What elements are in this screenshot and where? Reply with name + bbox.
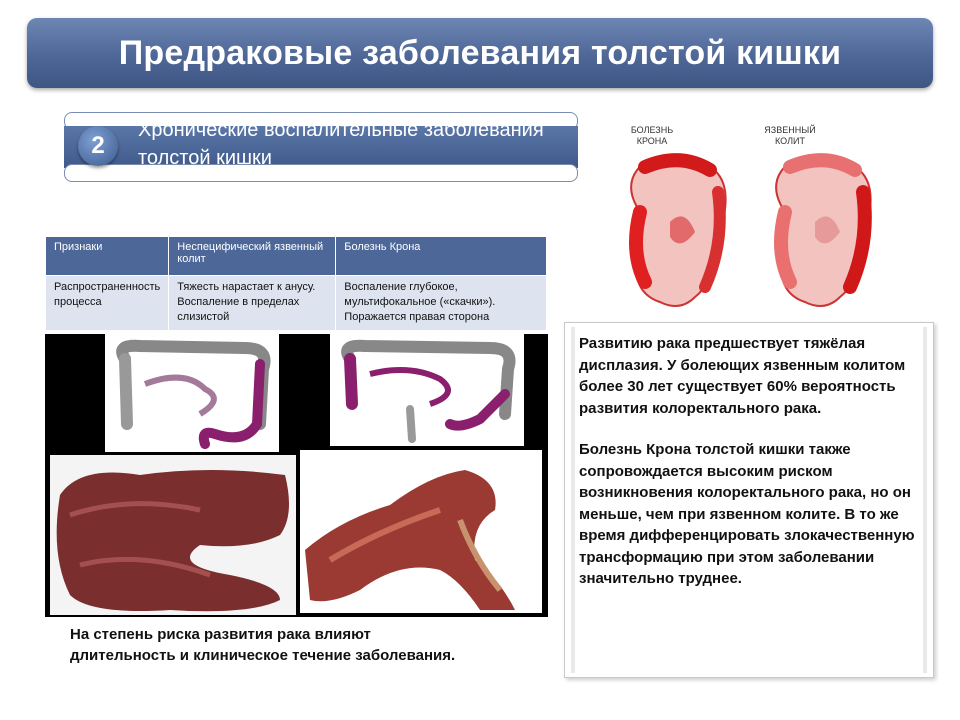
section-title: Хронические воспалительные заболевания толстой кишки — [138, 119, 544, 169]
table-header-cell: Неспецифический язвенный колит — [169, 237, 336, 276]
info-paragraph-2: Болезнь Крона толстой кишки также сопровождается высоким риском возникновения колоректального рака, но он меньше, чем при язвенном колите. В то же время дифференцировать злокачественную трансформацию при этом заболевании значительно труднее. — [579, 441, 915, 587]
uc-diagram-label: ЯЗВЕННЫЙ КОЛИТ — [764, 125, 816, 146]
crohn-diagram-label: БОЛЕЗНЬ КРОНА — [630, 125, 674, 146]
slide-title: Предраковые заболевания толстой кишки — [118, 33, 842, 72]
table-cell: Распространенность процесса — [46, 276, 169, 331]
table-cell: Воспаление глубокое, мультифокальное («скачки»). Поражается правая сторона — [336, 276, 547, 331]
specimen-photo-right — [300, 450, 542, 613]
section-number-badge: 2 — [78, 126, 118, 166]
crohn-colon-illustration — [631, 156, 726, 306]
comparison-table — [45, 236, 547, 331]
uc-colon-illustration — [776, 156, 871, 306]
info-panel — [564, 322, 934, 678]
section-banner — [64, 112, 578, 182]
table-row — [46, 276, 547, 331]
table-header-cell: Признаки — [46, 237, 169, 276]
table-header-cell: Болезнь Крона — [336, 237, 547, 276]
risk-caption: На степень риска развития рака влияют длительность и клиническое течение заболевания. — [70, 626, 456, 664]
uc-schematic — [105, 334, 279, 452]
title-bar — [27, 18, 933, 88]
info-paragraph-1: Развитию рака предшествует тяжёлая дисплазия. У болеющих язвенным колитом более 30 лет существует 60% вероятность развития колоректального рака. — [579, 335, 906, 417]
specimen-photo-left — [50, 455, 296, 615]
table-header-row — [46, 237, 547, 276]
crohn-schematic — [330, 334, 524, 446]
info-panel-inner — [571, 327, 927, 673]
table-cell: Тяжесть нарастает к анусу. Воспаление в пределах слизистой — [169, 276, 336, 331]
